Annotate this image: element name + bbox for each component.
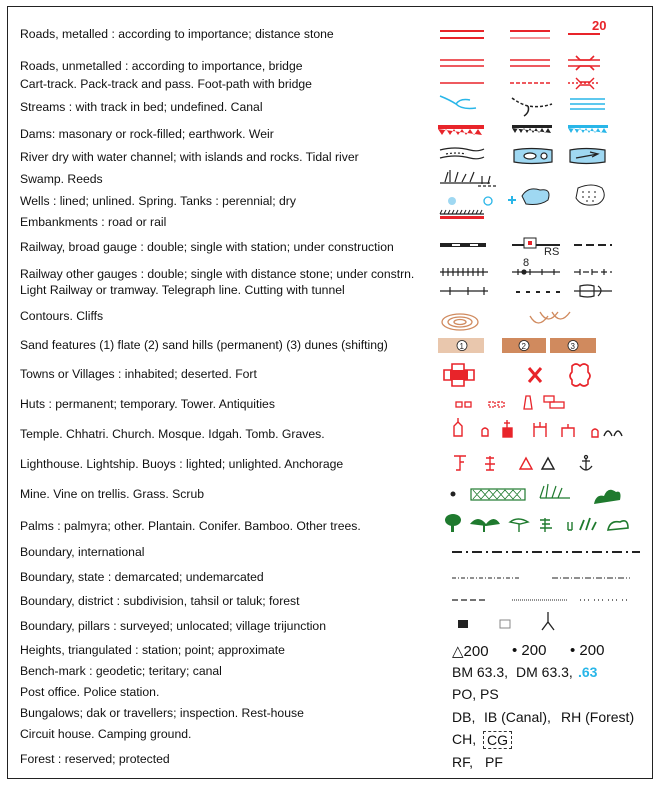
lighthouse-symbol bbox=[454, 456, 532, 470]
distance-stone-text: 20 bbox=[592, 18, 607, 33]
forest-protected: PF bbox=[485, 754, 503, 770]
anchorage-symbol bbox=[580, 456, 592, 471]
label-bungalows: Bungalows; dak or travellers; inspection. Rest-house bbox=[20, 706, 304, 720]
temple-symbol bbox=[454, 418, 598, 437]
towns-symbol bbox=[444, 364, 590, 386]
boundary-pillars-symbol bbox=[458, 612, 554, 630]
cart-track-symbol bbox=[440, 78, 600, 89]
height-approx-text: • 200 bbox=[570, 642, 605, 659]
label-light-railway: Light Railway or tramway. Telegraph line. Cutting with tunnel bbox=[20, 283, 345, 297]
contours-symbol bbox=[442, 312, 570, 330]
label-cart-track: Cart-track. Pack-track and pass. Foot-path with bridge bbox=[20, 77, 312, 91]
label-boundary-district: Boundary, district : subdivision, tahsil or taluk; forest bbox=[20, 594, 300, 608]
embankments-symbol bbox=[440, 210, 484, 219]
bench-mark-tertiary: DM 63.3, bbox=[516, 664, 573, 680]
label-forest: Forest : reserved; protected bbox=[20, 752, 170, 766]
camping-ground: CG bbox=[483, 731, 512, 749]
label-boundary-international: Boundary, international bbox=[20, 545, 145, 559]
label-streams: Streams : with track in bed; undefined. Canal bbox=[20, 100, 263, 114]
dams-symbol bbox=[438, 125, 608, 135]
label-towns: Towns or Villages : inhabited; deserted. Fort bbox=[20, 367, 257, 381]
rest-house: RH (Forest) bbox=[561, 709, 635, 725]
label-palms: Palms : palmyra; other. Plantain. Conifer. Bamboo. Other trees. bbox=[20, 519, 361, 533]
road-unmetalled-symbol bbox=[440, 56, 600, 70]
label-bench-mark: Bench-mark : geodetic; teritary; canal bbox=[20, 664, 222, 678]
railway-broad-symbol bbox=[440, 238, 612, 248]
railway-station-text: RS bbox=[544, 246, 560, 258]
mine-symbol bbox=[451, 492, 456, 497]
label-lighthouse: Lighthouse. Lightship. Buoys : lighted; unlighted. Anchorage bbox=[20, 457, 344, 471]
label-boundary-state: Boundary, state : demarcated; undemarcated bbox=[20, 570, 264, 584]
label-post-office: Post office. Police station. bbox=[20, 685, 160, 699]
sand-dunes-number: 3 bbox=[570, 342, 575, 351]
post-police-text: PO, PS bbox=[452, 686, 499, 702]
label-embankments: Embankments : road or rail bbox=[20, 215, 167, 229]
sand-flat-number: 1 bbox=[459, 342, 464, 351]
label-railway-other: Railway other gauges : double; single with distance stone; under constrn. bbox=[20, 267, 415, 281]
bungalow-dak: DB, bbox=[452, 709, 476, 725]
vine-grass-scrub-symbol bbox=[471, 484, 621, 504]
label-mine: Mine. Vine on trellis. Grass. Scrub bbox=[20, 487, 205, 501]
label-roads-unmetalled: Roads, unmetalled : according to importance, bridge bbox=[20, 59, 303, 73]
huts-symbol bbox=[456, 396, 564, 409]
label-boundary-pillars: Boundary, pillars : surveyed; unlocated; village trijunction bbox=[20, 619, 326, 633]
palms-symbol bbox=[445, 514, 628, 532]
symbols-svg bbox=[430, 14, 645, 774]
label-dams: Dams: masonary or rock-filled; earthwork. Weir bbox=[20, 127, 274, 141]
bungalow-inspection: IB (Canal), bbox=[484, 709, 551, 725]
road-metalled-symbol bbox=[440, 31, 600, 38]
forest-reserved: RF, bbox=[452, 754, 473, 770]
label-swamp: Swamp. Reeds bbox=[20, 172, 103, 186]
label-wells: Wells : lined; unlined. Spring. Tanks : perennial; dry bbox=[20, 194, 296, 208]
label-temple: Temple. Chhatri. Church. Mosque. Idgah. Tomb. Graves. bbox=[20, 427, 325, 441]
label-huts: Huts : permanent; temporary. Tower. Antiquities bbox=[20, 397, 275, 411]
label-river-dry: River dry with water channel; with islands and rocks. Tidal river bbox=[20, 150, 359, 164]
label-roads-metalled: Roads, metalled : according to importance; distance stone bbox=[20, 27, 334, 41]
river-dry-symbol bbox=[440, 148, 605, 164]
buoy-unlighted-symbol bbox=[542, 458, 554, 469]
light-railway-symbol bbox=[440, 285, 612, 297]
railway-other-symbol bbox=[440, 268, 612, 276]
height-station-text: △200 bbox=[452, 643, 489, 660]
label-sand: Sand features (1) flate (2) sand hills (permanent) (3) dunes (shifting) bbox=[20, 338, 388, 352]
distance-stone-rail-text: 8 bbox=[523, 257, 530, 269]
circuit-house: CH, bbox=[452, 731, 477, 747]
wells-symbol bbox=[448, 185, 604, 205]
swamp-symbol bbox=[440, 170, 496, 186]
streams-symbol bbox=[440, 96, 605, 116]
height-point-text: • 200 bbox=[512, 642, 547, 659]
label-contours: Contours. Cliffs bbox=[20, 309, 104, 323]
sand-hills-number: 2 bbox=[521, 342, 526, 351]
bench-mark-canal: .63 bbox=[578, 664, 598, 680]
graves-symbol bbox=[604, 431, 622, 436]
label-railway-broad: Railway, broad gauge : double; single with station; under construction bbox=[20, 240, 394, 254]
label-circuit-house: Circuit house. Camping ground. bbox=[20, 727, 192, 741]
label-heights: Heights, triangulated : station; point; approximate bbox=[20, 643, 285, 657]
bench-mark-geodetic: BM 63.3, bbox=[452, 664, 509, 680]
